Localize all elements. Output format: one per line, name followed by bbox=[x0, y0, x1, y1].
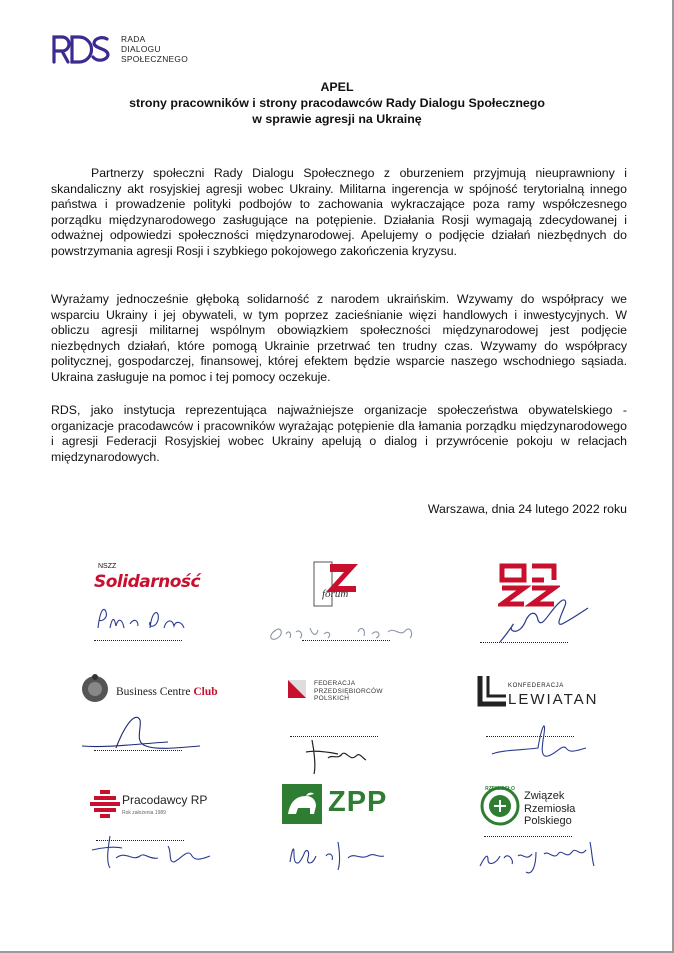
lewiatan-logo-icon bbox=[476, 674, 510, 708]
paragraph-3: RDS, jako instytucja reprezentująca najważniejsze organizacje społeczeństwa obywatelskiego - organizacje pracodawców i pracowników wyrażając potępienie dla łamania porządku międzynarodowego i agresji Federacji Rosyjskiej wobec Ukrainy apelują o dialog i przywrócenie pokoju w relacjach międzynarodowych. bbox=[51, 403, 627, 464]
bcc-logo-text bbox=[116, 686, 218, 698]
rds-logo bbox=[51, 31, 191, 69]
zrp-line3: Polskiego bbox=[524, 815, 572, 827]
signature-block-zrp bbox=[478, 784, 628, 894]
rds-logo-text bbox=[121, 34, 188, 64]
rds-logo-line1: RADA bbox=[121, 34, 146, 44]
signature-opzz bbox=[490, 590, 600, 650]
signature-block-fpp bbox=[288, 678, 408, 778]
signature-solidarnosc bbox=[90, 600, 210, 640]
signature-line-forum bbox=[302, 640, 390, 641]
fpp-line2: PRZEDSIĘBIORCÓW bbox=[314, 687, 383, 695]
zpp-bison-icon bbox=[282, 784, 322, 824]
title-line2: strony pracowników i strony pracodawców Rady Dialogu Społecznego bbox=[129, 96, 545, 110]
signature-prp bbox=[86, 828, 226, 888]
zrp-emblem-icon bbox=[480, 784, 520, 826]
forum-logo-icon bbox=[312, 560, 362, 608]
signature-block-solidarnosc bbox=[90, 560, 230, 650]
date-line: Warszawa, dnia 24 lutego 2022 roku bbox=[427, 502, 627, 516]
zpp-logo-icon bbox=[282, 784, 322, 824]
bcc-accent: Club bbox=[193, 686, 218, 698]
signature-lewiatan bbox=[482, 714, 602, 774]
lewiatan-prefix: KONFEDERACJA bbox=[508, 683, 564, 689]
signature-forum bbox=[262, 610, 432, 650]
signature-block-bcc bbox=[76, 672, 236, 767]
signature-bcc bbox=[76, 702, 216, 762]
paragraph-1: Partnerzy społeczni Rady Dialogu Społecznego z oburzeniem przyjmują nieuprawniony i skandaliczny akt rosyjskiej agresji wobec Ukrainy. Militarna ingerencja w spójność terytorialną innego państwa i prowadzenie polityki podbojów to zachowania wykraczające poza ramy współczesnego porządku międzynarodowego zasługujące na potępienie. Działania Rosji wymagają zdecydowanej i odważnej odpowiedzi społeczności międzynarodowej. Apelujemy o podjęcie działań niezbędnych do powstrzymania agresji Rosji i szybkiego pokojowego zakończenia kryzysu. bbox=[51, 166, 627, 258]
solidarnosc-logo: Solidarność bbox=[94, 572, 201, 592]
prp-logo-subtext: Rok założenia 1989 bbox=[122, 810, 166, 816]
signature-block-zpp bbox=[282, 784, 412, 894]
rds-logo-line2: DIALOGU bbox=[121, 44, 161, 54]
title-line1: APEL bbox=[320, 80, 354, 94]
signature-zpp bbox=[282, 834, 402, 894]
svg-text:RZEMIOSŁO: RZEMIOSŁO bbox=[485, 786, 515, 792]
fpp-line3: POLSKICH bbox=[314, 695, 350, 702]
fpp-line1: FEDERACJA bbox=[314, 680, 356, 687]
signature-line-prp bbox=[96, 840, 184, 841]
rds-logo-mark bbox=[51, 31, 113, 65]
signature-line-opzz bbox=[480, 642, 568, 643]
paragraph-2: Wyrażamy jednocześnie głęboką solidarność z narodem ukraińskim. Wzywamy do współpracy we wsparciu Ukrainy i jej obywateli, w tym poprzez zacieśnianie więzi handlowych i inwestycyjnych. W obliczu agresji militarnej wspólnym obowiązkiem społeczności międzynarodowej jest podjęcie niezbędnych działań, które pomogą Ukrainie przetrwać ten trudny czas. Wzywamy do współpracy politycznej, gospodarczej, finansowej, której efektem będzie wsparcie naszego wschodniego sąsiada. Ukraina zasługuje na pomoc i tej pomocy oczekuje. bbox=[51, 292, 627, 384]
signature-line-bcc bbox=[94, 750, 182, 751]
rds-logo-line3: SPOŁECZNEGO bbox=[121, 54, 189, 64]
signature-zrp bbox=[474, 830, 614, 890]
title-line3: w sprawie agresji na Ukrainę bbox=[252, 112, 422, 126]
signature-block-prp bbox=[86, 786, 236, 896]
zrp-logo-text bbox=[524, 790, 575, 828]
document-title bbox=[0, 79, 674, 127]
forum-logo-text: forum bbox=[322, 588, 349, 600]
zrp-line2: Rzemiosła bbox=[524, 802, 576, 815]
bcc-emblem-icon bbox=[78, 672, 112, 706]
prp-logo-text: Pracodawcy RP bbox=[122, 793, 208, 807]
signature-block-lewiatan bbox=[472, 674, 622, 774]
lewiatan-name: LEWIATAN bbox=[508, 691, 599, 708]
zrp-line1: Związek bbox=[524, 790, 565, 802]
fpp-flag-icon bbox=[288, 680, 306, 698]
bcc-name: Business Centre bbox=[116, 686, 194, 698]
signature-fpp bbox=[298, 730, 408, 780]
fpp-logo-text bbox=[314, 680, 383, 703]
signature-line-solidarnosc bbox=[94, 640, 182, 641]
solidarnosc-prefix: NSZZ bbox=[98, 563, 117, 570]
prp-logo-icon bbox=[90, 790, 120, 818]
signature-block-forum bbox=[262, 560, 432, 650]
zpp-logo-text: ZPP bbox=[328, 786, 388, 818]
signature-block-opzz bbox=[470, 560, 620, 655]
